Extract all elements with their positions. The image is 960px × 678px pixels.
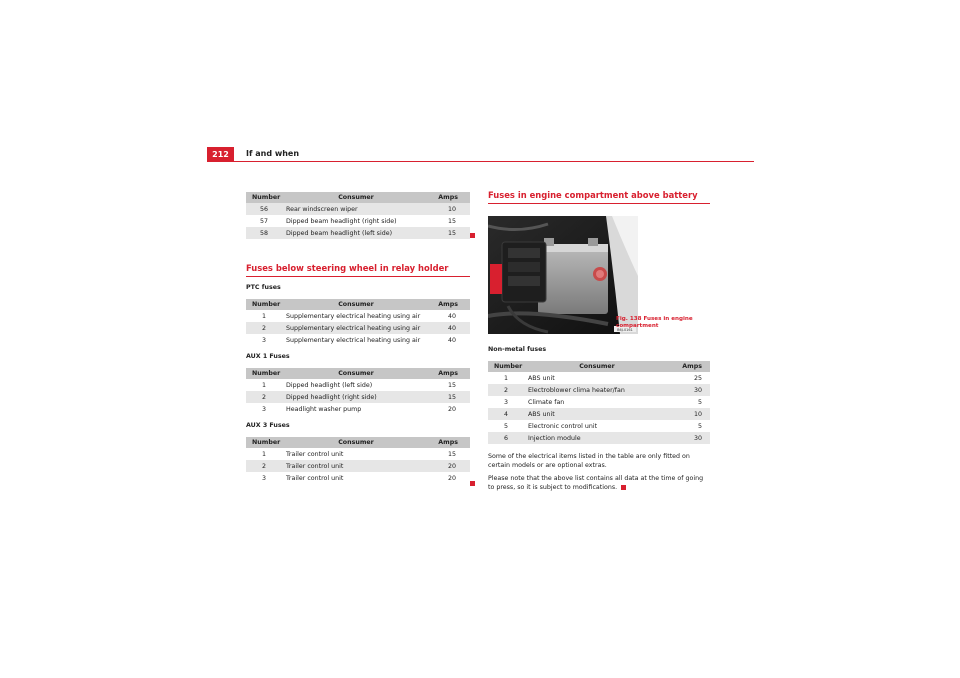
cell-consumer: Climate fan <box>528 398 565 406</box>
header-number: Number <box>246 299 282 310</box>
table-header-row <box>246 437 470 448</box>
cell-consumer: Supplementary electrical heating using air <box>282 322 430 334</box>
cell-consumer: Supplementary electrical heating using air <box>286 336 421 344</box>
cell-amps: 10 <box>430 203 470 215</box>
cell-number: 2 <box>246 391 282 403</box>
cell-number: 6 <box>488 432 524 444</box>
header-amps: Amps <box>430 368 470 379</box>
fuse-table-top <box>246 192 470 239</box>
table-row <box>246 472 470 484</box>
cell-consumer: Rear windscreen wiper <box>282 203 430 215</box>
table-row <box>488 384 710 396</box>
left-column <box>246 192 470 484</box>
cell-amps: 15 <box>447 450 456 458</box>
cell-number: 2 <box>246 460 282 472</box>
table-row <box>246 391 470 403</box>
cell-consumer: Electroblower clima heater/fan <box>524 384 670 396</box>
fuse-table-aux1 <box>246 368 470 415</box>
table-row <box>488 372 710 384</box>
cell-number: 3 <box>261 474 266 482</box>
header-amps: Amps <box>430 192 470 203</box>
aux1-fuses-label: AUX 1 Fuses <box>246 353 290 360</box>
cell-number: 58 <box>246 227 282 239</box>
cell-consumer: Dipped headlight (right side) <box>282 391 430 403</box>
cell-number: 56 <box>246 203 282 215</box>
header-consumer: Consumer <box>282 299 430 310</box>
nonmetal-fuses-label: Non-metal fuses <box>488 346 547 353</box>
cell-consumer: ABS unit <box>524 408 670 420</box>
cell-amps: 40 <box>430 322 470 334</box>
fuse-table-ptc <box>246 299 470 346</box>
page-number: 212 <box>207 147 234 161</box>
cell-number: 1 <box>261 381 266 389</box>
note-modifications-text: Please note that the above list contains all data at the time of going to press, so it is subject to modifications. <box>488 475 704 491</box>
table-row <box>246 460 470 472</box>
cell-number: 2 <box>488 384 524 396</box>
section-end-mark <box>621 485 626 490</box>
fuse-table-nonmetal <box>488 361 710 444</box>
fuse-table-aux3 <box>246 437 470 484</box>
table-row <box>488 396 710 408</box>
cell-number: 57 <box>259 217 268 225</box>
chapter-title: If and when <box>246 149 300 158</box>
table-row <box>488 408 710 420</box>
table-row <box>488 420 710 432</box>
cell-consumer: Headlight washer pump <box>286 405 362 413</box>
cell-consumer: Dipped beam headlight (left side) <box>282 227 430 239</box>
cell-number: 2 <box>246 322 282 334</box>
table-header-row <box>246 299 470 310</box>
cell-amps: 20 <box>447 474 456 482</box>
cell-amps: 10 <box>670 408 710 420</box>
cell-amps: 30 <box>670 432 710 444</box>
battery-section-heading: Fuses in engine compartment above battery <box>488 190 710 204</box>
figure-caption: Fig. 138 Fuses in engine compartment <box>616 316 693 329</box>
header-number: Number <box>246 192 282 203</box>
table-row <box>246 334 470 346</box>
table-row <box>488 432 710 444</box>
table-header-row <box>246 368 470 379</box>
table-header-row <box>488 361 710 372</box>
cell-number: 1 <box>503 374 508 382</box>
cell-amps: 30 <box>670 384 710 396</box>
cell-consumer: Electronic control unit <box>528 422 598 430</box>
figure-code: B6J-0161 <box>617 328 633 332</box>
header-rule <box>207 161 754 162</box>
table-row <box>246 448 470 460</box>
cell-amps: 20 <box>447 405 456 413</box>
cell-amps: 15 <box>447 217 456 225</box>
table-row <box>246 322 470 334</box>
cell-amps: 5 <box>697 422 702 430</box>
cell-consumer: Trailer control unit <box>282 460 430 472</box>
cell-consumer: Dipped beam headlight (right side) <box>286 217 397 225</box>
cell-number: 4 <box>488 408 524 420</box>
cell-amps: 15 <box>430 391 470 403</box>
header-number: Number <box>246 437 282 448</box>
cell-number: 3 <box>503 398 508 406</box>
table-row <box>246 379 470 391</box>
header-amps: Amps <box>430 437 470 448</box>
cell-amps: 15 <box>447 381 456 389</box>
cell-consumer: Supplementary electrical heating using air <box>286 312 421 320</box>
table-header-row <box>246 192 470 203</box>
cell-amps: 40 <box>447 336 456 344</box>
aux3-fuses-label: AUX 3 Fuses <box>246 422 290 429</box>
cell-number: 1 <box>261 312 266 320</box>
table-row <box>246 403 470 415</box>
cell-number: 3 <box>261 405 266 413</box>
table-row <box>246 227 470 239</box>
cell-consumer: Trailer control unit <box>286 450 344 458</box>
cell-amps: 15 <box>430 227 470 239</box>
cell-number: 1 <box>261 450 266 458</box>
table-row <box>246 215 470 227</box>
header-consumer: Consumer <box>524 361 670 372</box>
cell-consumer: Dipped headlight (left side) <box>286 381 373 389</box>
cell-number: 3 <box>261 336 266 344</box>
relay-section-heading: Fuses below steering wheel in relay holder <box>246 263 470 277</box>
cell-consumer: Trailer control unit <box>286 474 344 482</box>
cell-number: 5 <box>503 422 508 430</box>
cell-amps: 5 <box>697 398 702 406</box>
header-consumer: Consumer <box>282 437 430 448</box>
cell-consumer: Injection module <box>524 432 670 444</box>
note-modifications <box>488 474 710 492</box>
cell-amps: 40 <box>447 312 456 320</box>
note-optional-extras: Some of the electrical items listed in the table are only fitted on certain models or are optional extras. <box>488 453 690 469</box>
cell-amps: 25 <box>693 374 702 382</box>
section-end-mark <box>470 233 475 238</box>
cell-consumer: ABS unit <box>528 374 555 382</box>
table-row <box>246 203 470 215</box>
right-column <box>488 190 710 492</box>
table-row <box>246 310 470 322</box>
cell-amps: 20 <box>430 460 470 472</box>
header-number: Number <box>488 361 524 372</box>
header-amps: Amps <box>430 299 470 310</box>
header-amps: Amps <box>670 361 710 372</box>
header-consumer: Consumer <box>282 192 430 203</box>
header-consumer: Consumer <box>282 368 430 379</box>
ptc-fuses-label: PTC fuses <box>246 284 281 291</box>
section-end-mark <box>470 481 475 486</box>
header-number: Number <box>246 368 282 379</box>
